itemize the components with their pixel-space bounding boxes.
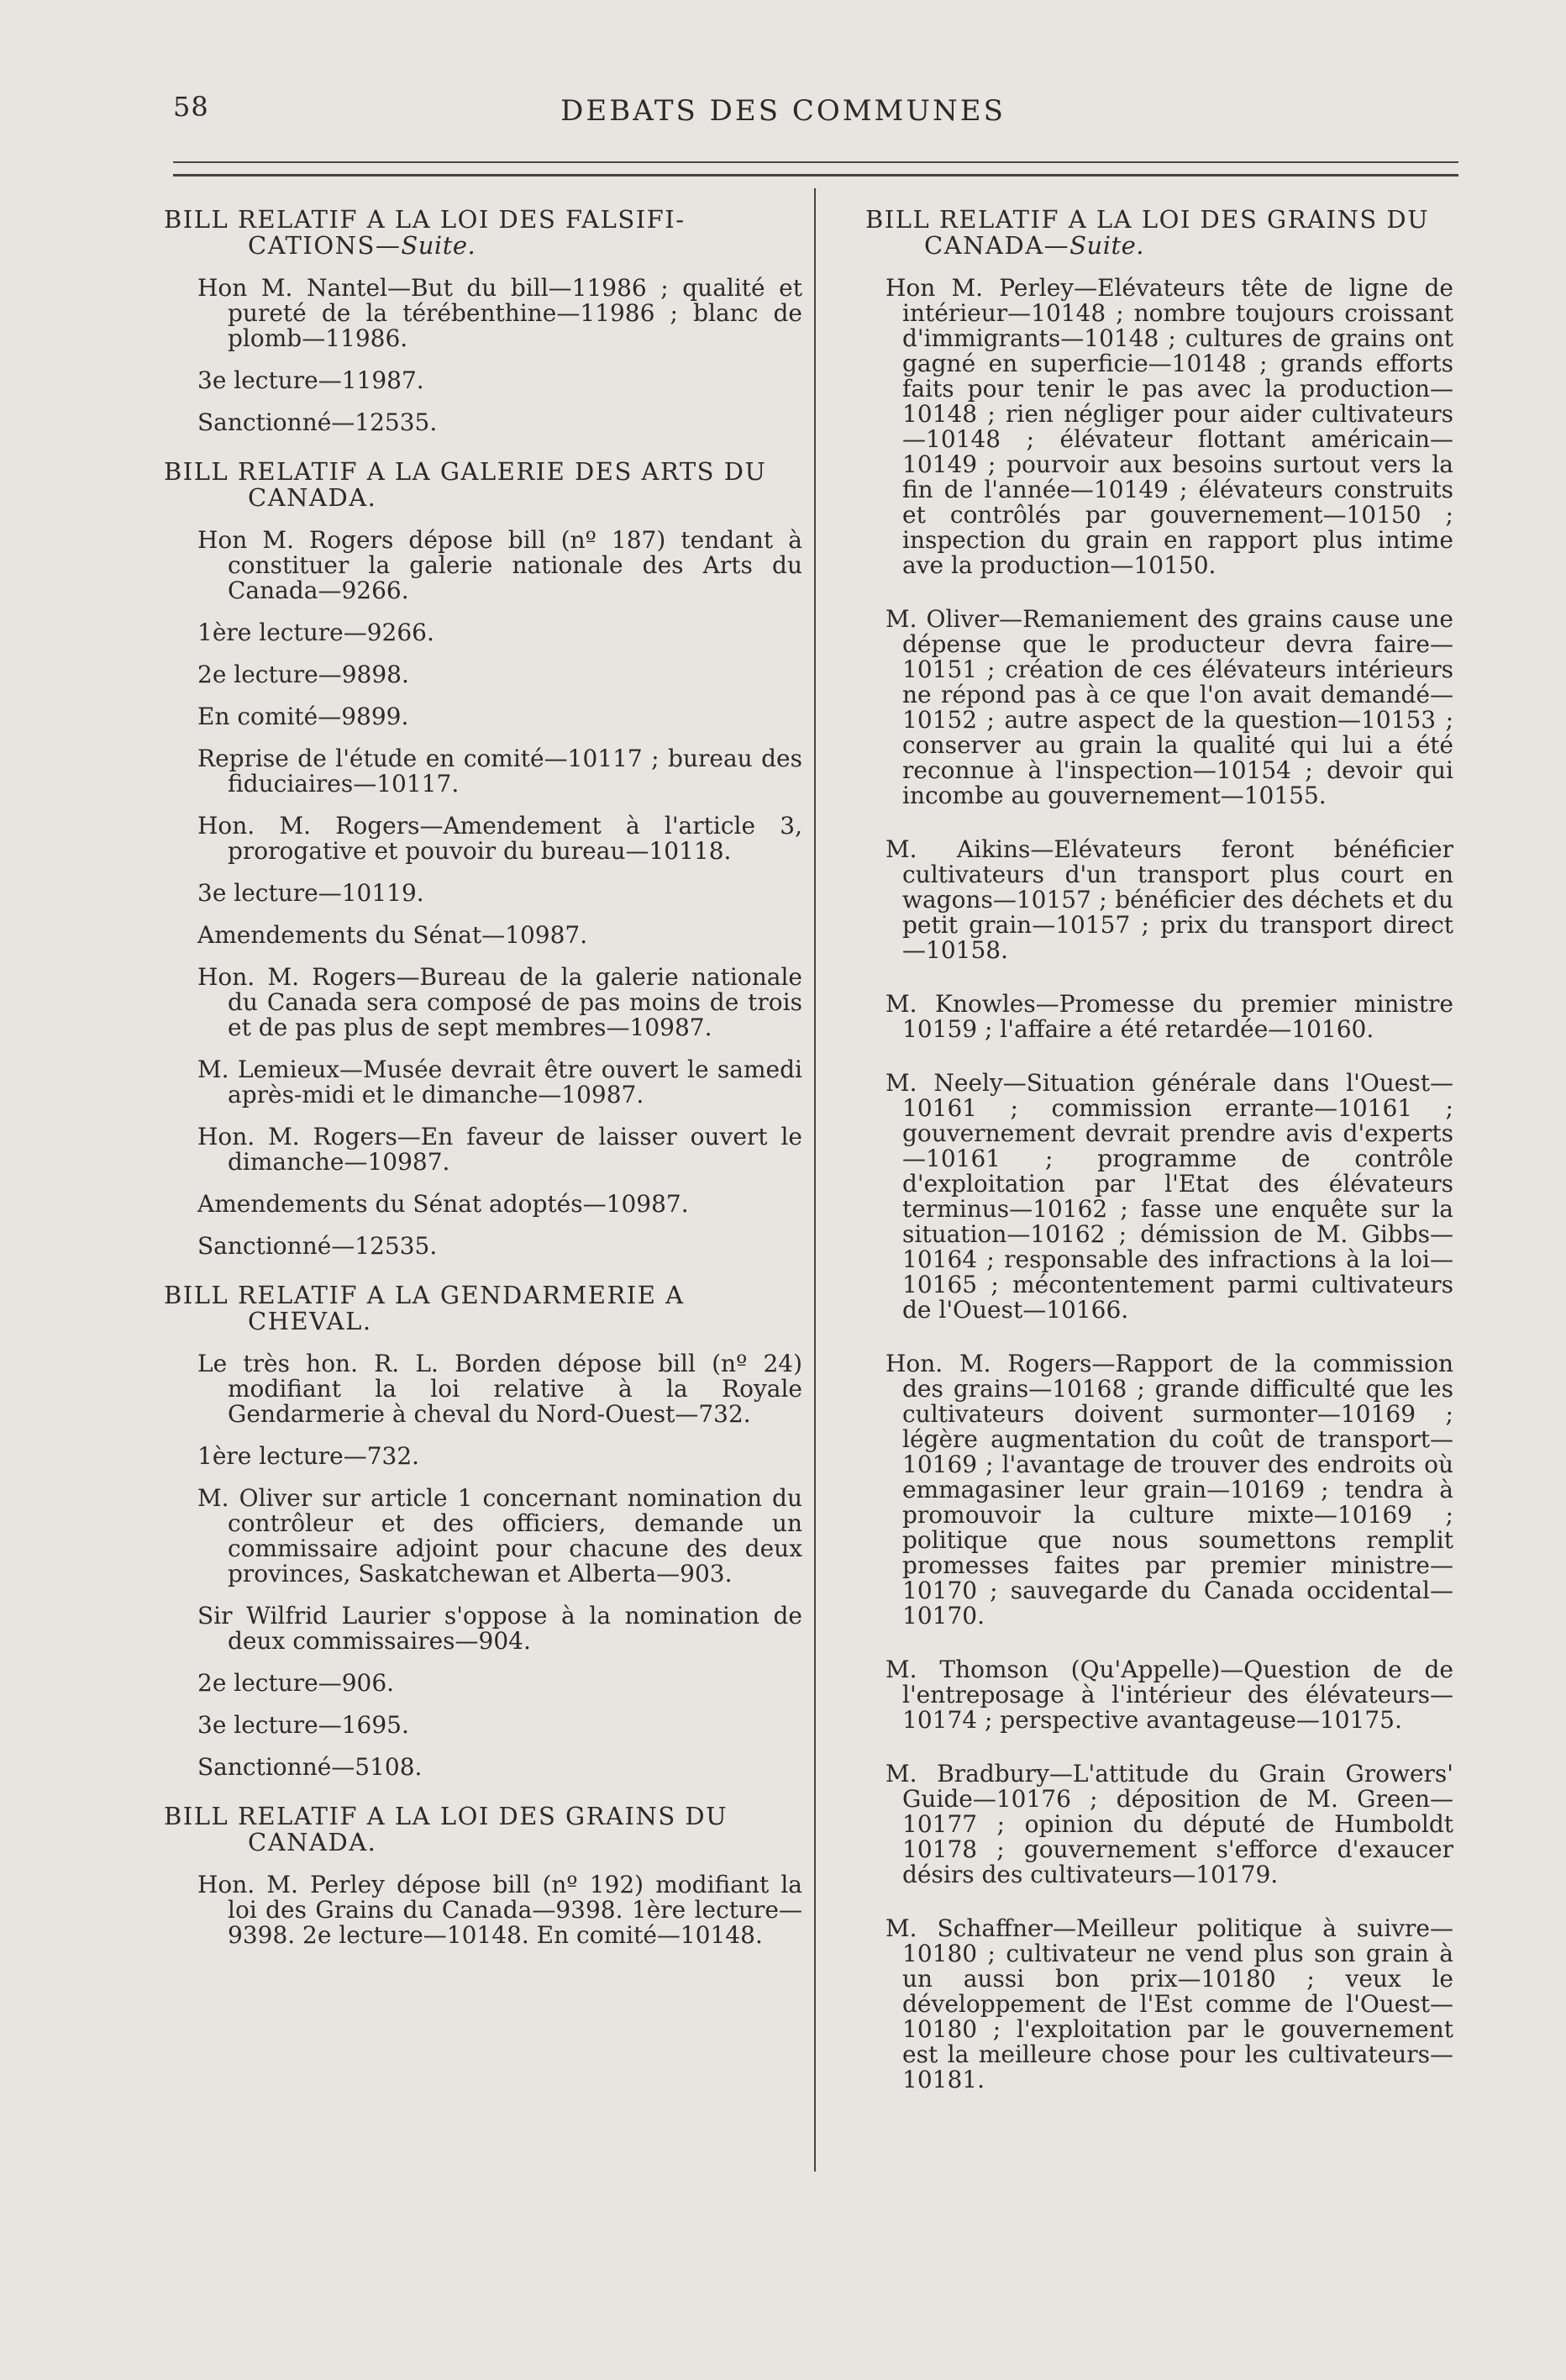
index-entry: M. Neely—Situation générale dans l'Ouest—10161 ; commission errante—10161 ; gouvernement devrait prendre avis d'experts—10161 ; programme de contrôle d'exploitation par l'Etat des élévateurs terminus—10162 ; fasse une enquête sur la situation—10162 ; démission de M. Gibbs—10164 ; responsable des infractions à la loi—10165 ; mécontentement parmi cultivateurs de l'Ouest—10166. bbox=[885, 1069, 1453, 1324]
section-galerie-des-arts bbox=[164, 459, 802, 1259]
index-entry: 2e lecture—9898. bbox=[197, 661, 409, 688]
index-entry: Sanctionné—5108. bbox=[197, 1753, 423, 1781]
index-entry: Reprise de l'étude en comité—10117 ; bureau des fiduciaires—10117. bbox=[197, 745, 802, 798]
index-entry: M. Aikins—Elévateurs feront bénéficier cultivateurs d'un transport plus court en wagons—10157 ; bénéficier des déchets et du petit grain—10157 ; prix du transport direct—10158. bbox=[885, 835, 1453, 964]
header-rule-bottom bbox=[173, 174, 1458, 176]
index-entry: M. Knowles—Promesse du premier ministre 10159 ; l'affaire a été retardée—10160. bbox=[885, 990, 1453, 1043]
index-entry: M. Bradbury—L'attitude du Grain Growers' Guide—10176 ; déposition de M. Green—10177 ; opinion du député de Humboldt 10178 ; gouvernement s'efforce d'exaucer désirs des cultivateurs—10179. bbox=[885, 1760, 1453, 1888]
index-entry: M. Oliver sur article 1 concernant nomination du contrôleur et des officiers, demande un commissaire adjoint pour chacune des deux provinces, Saskatchewan et Alberta—903. bbox=[197, 1484, 802, 1588]
index-entry: 1ère lecture—9266. bbox=[197, 619, 434, 646]
index-entry: Hon. M. Rogers—Bureau de la galerie nationale du Canada sera composé de pas moins de trois et de pas plus de sept membres—10987. bbox=[197, 963, 802, 1041]
bill-heading bbox=[164, 207, 802, 259]
bill-heading-text: BILL RELATIF A LA LOI DES GRAINS DU CANADA— bbox=[865, 205, 1430, 260]
index-entry: M. Lemieux—Musée devrait être ouvert le samedi après-midi et le dimanche—10987. bbox=[197, 1056, 802, 1108]
column-divider bbox=[814, 188, 816, 2172]
index-entry: Hon. M. Perley dépose bill (nº 192) modifiant la loi des Grains du Canada—9398. 1ère lecture—9398. 2e lecture—10148. En comité—10148. bbox=[197, 1871, 802, 1949]
index-entry: En comité—9899. bbox=[197, 703, 409, 730]
index-entry: 2e lecture—906. bbox=[197, 1669, 395, 1697]
index-entry: Hon M. Nantel—But du bill—11986 ; qualité et pureté de la térébenthine—11986 ; blanc de plomb—11986. bbox=[197, 274, 802, 352]
section-falsifications bbox=[164, 207, 802, 435]
index-entry: 3e lecture—1695. bbox=[197, 1711, 409, 1739]
bill-heading: BILL RELATIF A LA GENDARMERIE A CHEVAL. bbox=[164, 1281, 685, 1335]
bill-heading bbox=[865, 207, 1453, 259]
index-entry: Hon. M. Rogers—En faveur de laisser ouvert le dimanche—10987. bbox=[197, 1123, 802, 1176]
index-entry: Hon M. Rogers dépose bill (nº 187) tendant à constituer la galerie nationale des Arts du Canada—9266. bbox=[197, 526, 802, 604]
bill-heading-text: BILL RELATIF A LA LOI DES FALSIFI-CATIONS— bbox=[164, 205, 686, 260]
bill-heading: BILL RELATIF A LA GALERIE DES ARTS DU CANADA. bbox=[164, 457, 767, 512]
index-entry: Hon M. Perley—Elévateurs tête de ligne de intérieur—10148 ; nombre toujours croissant d'immigrants—10148 ; cultures de grains ont gagné en superficie—10148 ; grands efforts faits pour tenir le pas avec la production—10148 ; rien négliger pour aider cultivateurs—10148 ; élévateur flottant américain—10149 ; pourvoir aux besoins surtout vers la fin de l'année—10149 ; élévateurs construits et contrôlés par gouvernement—10150 ; inspection du grain en rapport plus intime ave la production—10150. bbox=[885, 274, 1453, 579]
index-entry: Amendements du Sénat—10987. bbox=[197, 921, 588, 949]
index-entry: Hon. M. Rogers—Amendement à l'article 3, prorogative et pouvoir du bureau—10118. bbox=[197, 812, 802, 865]
suite-label: Suite. bbox=[1069, 231, 1145, 260]
index-entry: M. Oliver—Remaniement des grains cause une dépense que le producteur devra faire—10151 ; création de ces élévateurs intérieurs ne répond pas à ce que l'on avait demandé—10152 ; autre aspect de la question—10153 ; conserver au grain la qualité qui lui a été reconnue à l'inspection—10154 ; devoir qui incombe au gouvernement—10155. bbox=[885, 605, 1453, 809]
index-entry: 3e lecture—11987. bbox=[197, 366, 424, 394]
index-entry: Sir Wilfrid Laurier s'oppose à la nomination de deux commissaires—904. bbox=[197, 1602, 802, 1655]
index-entry: M. Thomson (Qu'Appelle)—Question de de l'entreposage à l'intérieur des élévateurs—10174 ; perspective avantageuse—10175. bbox=[885, 1656, 1453, 1734]
left-column bbox=[164, 207, 802, 1972]
right-column bbox=[865, 207, 1453, 2121]
index-entry: Amendements du Sénat adoptés—10987. bbox=[197, 1190, 689, 1218]
section-loi-des-grains bbox=[164, 1803, 802, 1948]
index-entry: Le très hon. R. L. Borden dépose bill (nº 24) modifiant la loi relative à la Royale Gendarmerie à cheval du Nord-Ouest—732. bbox=[197, 1350, 802, 1428]
index-entry: Sanctionné—12535. bbox=[197, 408, 438, 436]
page-number: 58 bbox=[173, 91, 209, 123]
index-entry: Sanctionné—12535. bbox=[197, 1232, 438, 1260]
running-header-title: DEBATS DES COMMUNES bbox=[560, 94, 1006, 128]
index-entry: 1ère lecture—732. bbox=[197, 1442, 420, 1470]
section-gendarmerie bbox=[164, 1282, 802, 1780]
index-entry: Hon. M. Rogers—Rapport de la commission des grains—10168 ; grande difficulté que les cultivateurs doivent surmonter—10169 ; légère augmentation du coût de transport—10169 ; l'avantage de trouver des endroits où emmagasiner leur grain—10169 ; tendra à promouvoir la culture mixte—10169 ; politique que nous soumettons remplit promesses faites par premier ministre—10170 ; sauvegarde du Canada occidental—10170. bbox=[885, 1350, 1453, 1630]
index-entry: 3e lecture—10119. bbox=[197, 879, 424, 907]
header-rule-top bbox=[173, 161, 1458, 163]
suite-label: Suite. bbox=[401, 231, 476, 260]
index-entry: M. Schaffner—Meilleur politique à suivre—10180 ; cultivateur ne vend plus son grain à un aussi bon prix—10180 ; veux le développement de l'Est comme de l'Ouest—10180 ; l'exploitation par le gouvernement est la meilleure chose pour les cultivateurs—10181. bbox=[885, 1914, 1453, 2093]
bill-heading: BILL RELATIF A LA LOI DES GRAINS DU CANADA. bbox=[164, 1802, 728, 1856]
